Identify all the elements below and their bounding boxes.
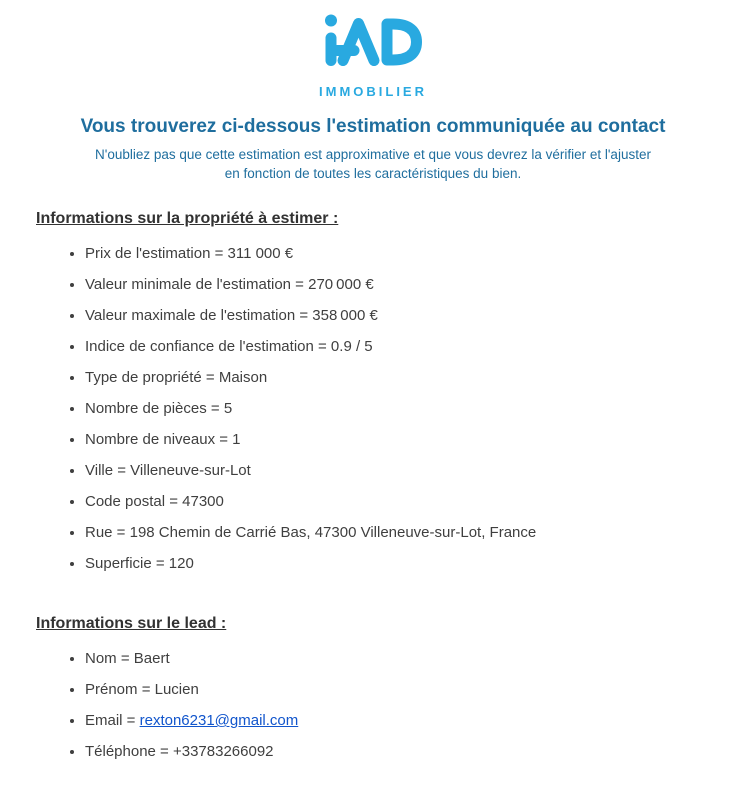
email-link[interactable]: rexton6231@gmail.com bbox=[139, 712, 299, 729]
item-code-postal: • Code postal = 47300 bbox=[85, 493, 710, 510]
item-valeur-maximale: • Valeur maximale de l'estimation = 358 000 € bbox=[85, 307, 710, 324]
lead-list bbox=[36, 650, 710, 760]
item-telephone: • Téléphone = +33783266092 bbox=[85, 743, 710, 760]
section-heading-property: Informations sur la propriété à estimer : bbox=[36, 210, 339, 227]
page-subtitle bbox=[36, 145, 710, 183]
item-nom: • Nom = Baert bbox=[85, 650, 710, 667]
iad-logo-wordmark: IMMOBILIER bbox=[319, 84, 427, 99]
email-label: Email = bbox=[85, 712, 140, 729]
item-type-propriete: • Type de propriété = Maison bbox=[85, 369, 710, 386]
iad-logo-icon bbox=[321, 14, 425, 76]
subtitle-line-2: en fonction de toutes les caractéristiques du bien. bbox=[224, 166, 522, 181]
item-nombre-pieces: • Nombre de pièces = 5 bbox=[85, 400, 710, 417]
item-email bbox=[85, 712, 710, 729]
iad-logo bbox=[36, 12, 710, 99]
item-ville: • Ville = Villeneuve-sur-Lot bbox=[85, 462, 710, 479]
page-title: Vous trouverez ci-dessous l'estimation communiquée au contact bbox=[80, 116, 666, 137]
item-rue: • Rue = 198 Chemin de Carrié Bas, 47300 Villeneuve-sur-Lot, France bbox=[85, 524, 710, 541]
item-prenom: • Prénom = Lucien bbox=[85, 681, 710, 698]
item-valeur-minimale: • Valeur minimale de l'estimation = 270 000 € bbox=[85, 276, 710, 293]
subtitle-line-1: N'oubliez pas que cette estimation est approximative et que vous devrez la vérifier et l'ajuster bbox=[95, 147, 651, 162]
item-prix-estimation: • Prix de l'estimation = 311 000 € bbox=[85, 245, 710, 262]
section-heading-lead: Informations sur le lead : bbox=[36, 615, 227, 632]
property-list bbox=[36, 245, 710, 572]
item-superficie: • Superficie = 120 bbox=[85, 555, 710, 572]
item-indice-confiance: • Indice de confiance de l'estimation = 0.9 / 5 bbox=[85, 338, 710, 355]
item-nombre-niveaux: • Nombre de niveaux = 1 bbox=[85, 431, 710, 448]
